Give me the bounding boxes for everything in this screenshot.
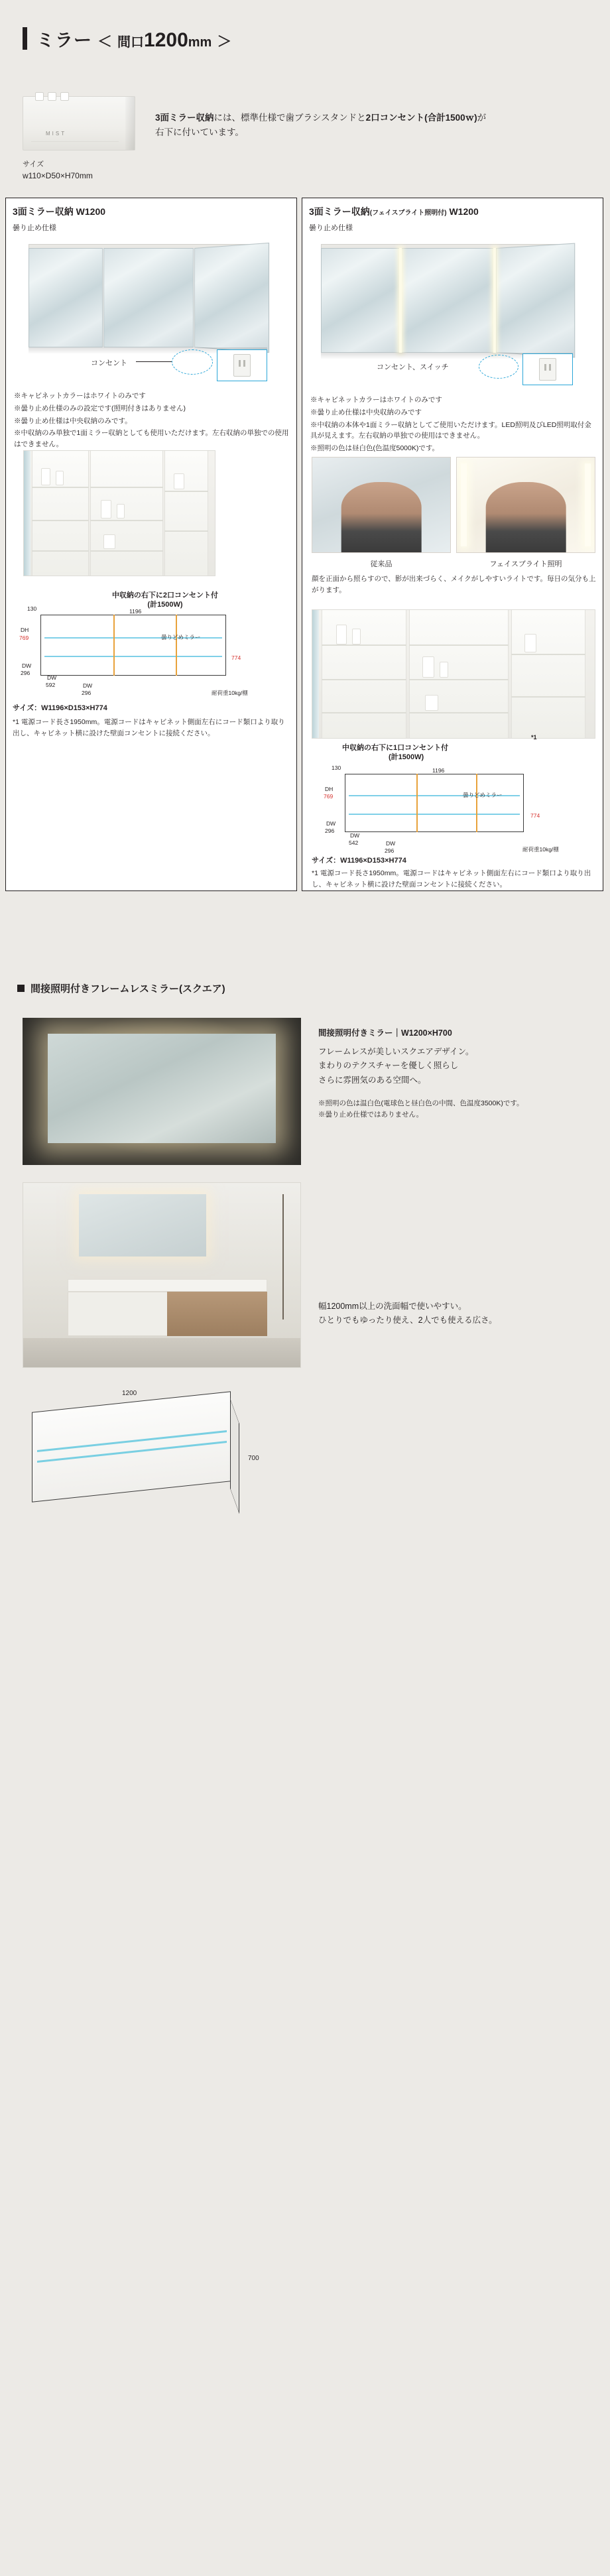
led-light-strip: [493, 248, 496, 353]
left-outlet-title-2: (計1500W): [147, 601, 183, 609]
outlet-highlight-ellipse: [479, 355, 518, 379]
tray-edge-shade: [125, 97, 135, 150]
lead-line-2: まわりのテクスチャーを優しく照らし: [318, 1061, 459, 1071]
top-product-block: [23, 96, 593, 180]
dim-dh-label: DH: [325, 786, 334, 792]
note-item: ※中収納のみ単独で1面ミラー収納としても使用いただけます。左右収納の単独での使用はできません。: [14, 429, 289, 449]
drawing-divider-line: [113, 615, 115, 676]
section2-caption-2: ひとりでもゆったり使え、2人でも使える広さ。: [318, 1316, 497, 1325]
bottle-item: [103, 534, 115, 549]
bottle-item: [422, 656, 434, 678]
bottle-item: [352, 629, 361, 644]
right-heading-tail: W1200: [446, 206, 479, 217]
dim-dw-296b: 296: [385, 847, 395, 854]
right-cabinet-illustration: [321, 248, 573, 353]
left-cabinet-illustration: [29, 248, 267, 347]
drawing-shelf-line: [44, 656, 222, 657]
mirror-dimension-drawing: [23, 1386, 301, 1512]
section2-note-2: ※曇り止め仕様ではありません。: [318, 1111, 424, 1119]
bottle-item: [117, 504, 125, 519]
floor-surface: [23, 1338, 300, 1367]
right-panel-subtitle: 曇り止め仕様: [309, 224, 353, 232]
left-outlet-title: 中収納の右下に2口コンセント付: [111, 591, 219, 599]
note-item: ※曇り止め仕様のみの設定です(照明付きはありません): [14, 404, 186, 412]
bottle-item: [101, 500, 111, 519]
left-size-text: サイズ：W1196×D153×H774: [13, 704, 107, 712]
decorative-branch: [282, 1194, 284, 1319]
wood-panel: [167, 1292, 267, 1336]
shelf-line: [32, 520, 89, 521]
dim-depth-130: 130: [27, 605, 37, 612]
dim-dw-label-a: DW: [326, 820, 336, 827]
outlet-icon: [233, 354, 251, 377]
led-glow-right: [585, 463, 591, 547]
mirror-door-right-open: [496, 243, 575, 358]
top-desc-strong-2: 2口コンセント(合計1500ｗ): [365, 113, 477, 123]
outlet-leader-line: [136, 361, 172, 362]
drawing-divider-line: [176, 615, 177, 676]
dim-dw-label-a: DW: [22, 662, 32, 669]
right-heading-main: 3面ミラー収納: [309, 206, 370, 217]
left-outlet-label: コンセント: [91, 359, 127, 367]
right-photo-note: 顔を正面から照らすので、影が出来づらく、メイクがしやすいライトです。毎日の気分も上がります。: [312, 575, 596, 595]
right-size-text: サイズ：W1196×D153×H774: [312, 857, 406, 865]
drawing-dim-height: 700: [248, 1455, 259, 1462]
dim-dh-769: 769: [19, 635, 29, 641]
dim-dw-label-c: DW: [386, 840, 396, 847]
mirror-door-right-open: [194, 243, 269, 353]
bottle-item: [174, 473, 184, 489]
shelf-line: [511, 696, 585, 698]
fog-mirror-label: 曇りどめミラー: [463, 792, 503, 798]
title-width-number: 1200: [144, 29, 188, 51]
shelf-line: [409, 644, 509, 646]
title-width-unit: mm: [188, 35, 212, 50]
dim-dw-592: 592: [46, 682, 56, 688]
title-accent-bar: [23, 27, 27, 50]
shelf-line: [90, 487, 163, 488]
left-power-note: *1 電源コード長さ1950mm。電源コードはキャビネット側面左右にコード類口より取り出し、キャビネット横に設けた壁面コンセントに接続ください。: [13, 718, 285, 737]
shelf-line: [409, 679, 509, 680]
tray-size-value: w110×D50×H70mm: [23, 171, 93, 180]
cup-icon: [48, 92, 56, 101]
right-outlet-label: コンセント、スイッチ: [377, 363, 449, 371]
person-silhouette: [486, 482, 566, 552]
panel-3mirror-facebright-w1200: [302, 198, 603, 891]
bottle-item: [41, 468, 50, 485]
note-item: ※キャビネットカラーはホワイトのみです: [310, 396, 442, 404]
toothbrush-stand-image: [23, 96, 135, 151]
shelf-line: [322, 679, 406, 680]
section2-product-title: 間接照明付きミラー｜W1200×H700: [318, 1028, 452, 1038]
cup-icon: [35, 92, 44, 101]
top-desc-strong-1: 3面ミラー収納: [155, 113, 214, 123]
mirror-door-center: [401, 248, 495, 353]
left-panel-subtitle: 曇り止め仕様: [13, 224, 56, 232]
right-technical-drawing: [312, 755, 597, 861]
mirror-door-left: [321, 248, 400, 353]
bottle-item: [440, 662, 448, 678]
dim-dw-542: 542: [349, 839, 359, 846]
dim-h-774: 774: [530, 812, 540, 819]
shelf-line: [322, 712, 406, 713]
vanity-room-photo: [23, 1182, 301, 1368]
drawing-body: [345, 774, 524, 832]
drawing-mirror-face: [32, 1391, 231, 1503]
note-item: ※曇り止め仕様は中央収納のみです: [310, 408, 422, 416]
dim-dw-296b: 296: [82, 690, 91, 696]
dim-width-1196: 1196: [432, 767, 445, 774]
outlet-highlight-ellipse: [172, 349, 213, 375]
drawing-body: [40, 615, 226, 676]
section2-note-1: ※照明の色は温白色(電球色と昼白色の中間、色温度3500K)です。: [318, 1099, 524, 1107]
photo-facebright: [456, 457, 595, 553]
shelf-line: [32, 487, 89, 488]
shelf-column-left: [322, 610, 406, 738]
dim-dw-label-c: DW: [83, 682, 93, 689]
shelf-line: [164, 491, 208, 492]
title-width-word: 間口: [117, 35, 145, 50]
mirror-edge: [24, 451, 30, 576]
dim-dw-label-b: DW: [47, 674, 57, 681]
left-interior-photo: [23, 450, 215, 576]
dim-dw-label-b: DW: [350, 832, 360, 839]
load-capacity-label: 耐荷重10kg/棚: [212, 690, 248, 696]
drawing-shelf-line: [349, 814, 520, 815]
note-item: ※曇り止め仕様は中央収納のみです。: [14, 416, 132, 425]
photo-caption-facebright: フェイスブライト照明: [489, 560, 562, 568]
shelf-line: [90, 550, 163, 552]
dim-dh-label: DH: [21, 627, 29, 633]
shelf-column-left: [32, 451, 89, 576]
dim-width-1196: 1196: [129, 608, 142, 615]
right-power-note: *1 電源コード長さ1950mm。電源コードはキャビネット側面左右にコード類口より取り出し、キャビネット横に設けた壁面コンセントに接続ください。: [312, 869, 591, 889]
right-outlet-title-ref: *1: [531, 734, 537, 741]
bottle-item: [524, 634, 536, 652]
bottle-item: [56, 471, 64, 485]
panel-3mirror-w1200: [5, 198, 297, 891]
section2-notes: [318, 1098, 583, 1121]
lead-line-1: フレームレスが美しいスクエアデザイン。: [318, 1047, 474, 1056]
photo-conventional: [312, 457, 451, 553]
right-outlet-title: 中収納の右下に1口コンセント付: [342, 744, 449, 752]
note-item: ※照明の色は昼白色(色温度5000K)です。: [310, 444, 440, 453]
right-outlet-title-2: (計1500W): [389, 753, 424, 761]
outlet-icon: [539, 358, 556, 381]
cup-icon: [60, 92, 69, 101]
shelf-line: [322, 644, 406, 646]
tray-size-label: サイズ: [23, 160, 44, 168]
drawing-mirror-side: [230, 1398, 239, 1514]
left-technical-drawing: [13, 591, 291, 709]
load-capacity-label: 耐荷重10kg/棚: [522, 846, 559, 853]
fog-mirror-label: 曇りどめミラー: [161, 634, 201, 641]
drawing-divider-line: [476, 774, 477, 832]
drawing-dim-width: 1200: [122, 1390, 137, 1397]
dim-dw-296a: 296: [21, 670, 30, 676]
top-desc-text-1: には、標準仕様で歯ブラシスタンドと: [213, 113, 366, 123]
right-interior-photo: [312, 609, 595, 739]
outlet-detail-box: [217, 349, 267, 381]
mirror-edge: [312, 610, 319, 738]
photo-caption-conventional: 従来品: [370, 560, 393, 568]
section2-heading-text: 間接照明付きフレームレスミラー(スクエア): [30, 983, 225, 995]
shelf-column-right: [164, 451, 208, 576]
shelf-column-right: [511, 610, 585, 738]
person-silhouette: [341, 482, 422, 552]
note-item: ※中収納の本体や1面ミラー収納としてご使用いただけます。LED照明及びLED照明取付金具が見えます。左右収納の単独での使用はできません。: [310, 420, 591, 440]
drawing-divider-line: [416, 774, 418, 832]
dim-depth-130: 130: [332, 765, 341, 771]
section2-text-block: [318, 1026, 583, 1121]
title-main-text: ミラー: [36, 31, 92, 50]
section-bullet-icon: [17, 985, 25, 992]
mirror-door-center: [103, 248, 194, 347]
title-right-bracket: ＞: [217, 33, 232, 50]
right-panel-notes: [302, 395, 604, 456]
wall-mirror: [79, 1194, 206, 1257]
shelf-line: [511, 654, 585, 655]
led-mirror-photo: [23, 1018, 301, 1165]
section2-caption-1: 幅1200mm以上の洗面幅で使いやすい。: [318, 1302, 467, 1311]
dim-h-774: 774: [231, 654, 241, 661]
right-heading-sub: (フェイスブライト照明付): [369, 210, 447, 217]
section2-caption-block: [318, 1300, 583, 1328]
counter-top: [68, 1279, 267, 1292]
shelf-line: [409, 712, 509, 713]
tray-brand-label: MIST: [46, 131, 67, 137]
left-panel-notes: [6, 391, 298, 452]
page-title: [23, 24, 231, 52]
title-left-bracket: ＜: [97, 33, 113, 50]
left-panel-heading: 3面ミラー収納 W1200: [13, 206, 106, 217]
top-desc-text-2: が右下に付いています。: [155, 113, 487, 137]
shelf-line: [90, 520, 163, 521]
section2-lead: [318, 1045, 583, 1087]
right-panel-heading: [302, 198, 603, 218]
shelf-line: [32, 550, 89, 552]
led-glow-left: [461, 463, 467, 547]
lead-line-3: さらに雰囲気のある空間へ。: [318, 1075, 426, 1085]
outlet-detail-box: [522, 353, 573, 385]
bottle-item: [336, 625, 347, 644]
mirror-glass: [48, 1034, 276, 1142]
top-description: [155, 111, 487, 140]
mirror-door-left: [29, 248, 103, 347]
tray-divider: [31, 141, 119, 142]
bottle-item: [425, 695, 438, 711]
led-light-strip: [399, 248, 402, 353]
section2-heading: [17, 981, 225, 995]
dim-dh-769: 769: [324, 793, 334, 800]
shelf-line: [164, 530, 208, 532]
dim-dw-296a: 296: [325, 828, 335, 834]
note-item: ※キャビネットカラーはホワイトのみです: [14, 392, 146, 400]
